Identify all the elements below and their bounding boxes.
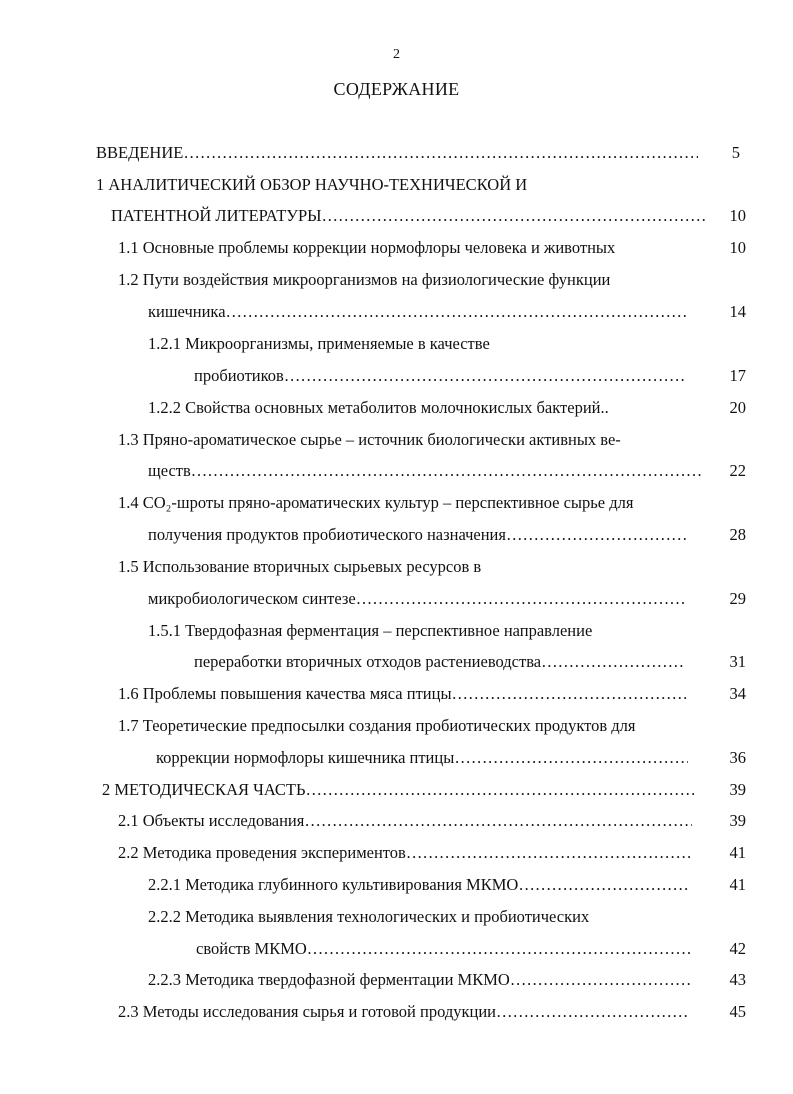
toc-entry bbox=[148, 300, 688, 324]
leader-dots bbox=[307, 937, 690, 961]
toc-entry-text: 2.2.1 Методика глубинного культивирования МКМО bbox=[148, 875, 519, 894]
toc-entry bbox=[118, 268, 710, 292]
toc-entry bbox=[194, 364, 686, 388]
toc-entry-text: 2.3 Методы исследования сырья и готовой продукции bbox=[118, 1002, 497, 1021]
toc-entry bbox=[148, 905, 708, 929]
toc-entry-page: 42 bbox=[729, 939, 746, 958]
toc-entry-text: 1.1 Основные проблемы коррекции нормофлоры человека и животных bbox=[118, 238, 616, 257]
toc-entry-page: 22 bbox=[729, 461, 746, 480]
toc-entry-text: 1.7 Теоретические предпосылки создания пробиотических продуктов для bbox=[118, 716, 636, 735]
toc-entry bbox=[196, 937, 690, 961]
toc-entry-text: 2.2.2 Методика выявления технологических и пробиотических bbox=[148, 907, 590, 926]
toc-entry-page: 41 bbox=[729, 843, 746, 862]
toc-entry bbox=[118, 428, 710, 452]
toc-entry bbox=[148, 523, 688, 547]
toc-entry-text: 2.2 Методика проведения экспериментов bbox=[118, 843, 406, 862]
toc-entry bbox=[96, 173, 716, 197]
toc-entry-text: пробиотиков bbox=[194, 366, 284, 385]
page-number: 2 bbox=[393, 47, 400, 62]
toc-entry-text: коррекции нормофлоры кишечника птицы bbox=[156, 748, 455, 767]
toc-entry bbox=[148, 619, 708, 643]
toc-entry-text: переработки вторичных отходов растениеводства bbox=[194, 652, 542, 671]
toc-entry bbox=[118, 809, 692, 833]
toc-entry bbox=[148, 587, 684, 611]
toc-entry bbox=[194, 650, 686, 674]
toc-entry-page: 39 bbox=[729, 780, 746, 799]
toc-entry-text: получения продуктов пробиотического назначения bbox=[148, 525, 506, 544]
toc-entry-text: 1.6 Проблемы повышения качества мяса птицы bbox=[118, 684, 452, 703]
toc-entry bbox=[148, 873, 690, 897]
leader-dots bbox=[510, 968, 690, 992]
toc-entry-text: ПАТЕНТНОЙ ЛИТЕРАТУРЫ bbox=[111, 206, 322, 225]
toc-entry-text: 2.1 Объекты исследования bbox=[118, 811, 305, 830]
leader-dots bbox=[226, 300, 688, 324]
toc-entry-page: 31 bbox=[729, 652, 746, 671]
toc-entry-text: 1.2.2 Свойства основных метаболитов молочнокислых бактерий.. bbox=[148, 398, 609, 417]
leader-dots bbox=[356, 587, 684, 611]
leader-dots bbox=[541, 650, 686, 674]
toc-entry-page: 10 bbox=[729, 238, 746, 257]
toc-entry-text: 2 МЕТОДИЧЕСКАЯ ЧАСТЬ bbox=[102, 780, 306, 799]
toc-entry-page: 20 bbox=[729, 398, 746, 417]
toc-entry bbox=[148, 396, 708, 420]
toc-entry-text: ществ bbox=[148, 461, 191, 480]
leader-dots bbox=[306, 778, 695, 802]
toc-entry-text: 1.5 Использование вторичных сырьевых ресурсов в bbox=[118, 557, 482, 576]
toc-entry-page: 17 bbox=[729, 366, 746, 385]
toc-entry-page: 41 bbox=[729, 875, 746, 894]
toc-entry-page: 29 bbox=[729, 589, 746, 608]
toc-entry-text: 1.2.1 Микроорганизмы, применяемые в качестве bbox=[148, 334, 490, 353]
leader-dots bbox=[406, 841, 692, 865]
toc-entry bbox=[148, 332, 708, 356]
leader-dots bbox=[322, 204, 707, 228]
toc-entry-page: 45 bbox=[729, 1002, 746, 1021]
toc-entry bbox=[148, 459, 702, 483]
toc-entry-page: 36 bbox=[729, 748, 746, 767]
leader-dots bbox=[304, 809, 692, 833]
toc-entry-text: 2.2.3 Методика твердофазной ферментации МКМО bbox=[148, 970, 510, 989]
toc-entry bbox=[118, 236, 710, 260]
toc-entry-page: 14 bbox=[729, 302, 746, 321]
leader-dots bbox=[452, 682, 686, 706]
toc-entry bbox=[96, 141, 698, 165]
toc-entry bbox=[111, 204, 707, 228]
toc-entry-page: 34 bbox=[729, 684, 746, 703]
toc-entry-page: 43 bbox=[729, 970, 746, 989]
leader-dots bbox=[191, 459, 702, 483]
toc-entry bbox=[118, 841, 692, 865]
toc-entry-text: свойств МКМО bbox=[196, 939, 307, 958]
toc-entry bbox=[118, 491, 712, 515]
toc-entry-text: ВВЕДЕНИЕ bbox=[96, 143, 184, 162]
toc-entry-text: 1.2 Пути воздействия микроорганизмов на физиологические функции bbox=[118, 270, 611, 289]
toc-entry-text: кишечника bbox=[148, 302, 226, 321]
leader-dots bbox=[454, 746, 688, 770]
leader-dots bbox=[496, 1000, 690, 1024]
toc-entry-page: 10 bbox=[729, 206, 746, 225]
toc-entry-text: 1.5.1 Твердофазная ферментация – перспективное направление bbox=[148, 621, 593, 640]
leader-dots bbox=[284, 364, 686, 388]
toc-entry bbox=[118, 1000, 690, 1024]
leader-dots bbox=[518, 873, 690, 897]
toc-entry-text: микробиологическом синтезе bbox=[148, 589, 356, 608]
toc-entry-text: 1 АНАЛИТИЧЕСКИЙ ОБЗОР НАУЧНО-ТЕХНИЧЕСКОЙ И bbox=[96, 175, 528, 194]
toc-entry bbox=[118, 682, 686, 706]
toc-entry bbox=[148, 968, 690, 992]
toc-entry bbox=[102, 778, 694, 802]
toc-entry bbox=[118, 555, 710, 579]
toc-entry-page: 5 bbox=[731, 143, 740, 162]
leader-dots bbox=[183, 141, 698, 165]
toc-entry bbox=[156, 746, 688, 770]
toc-entry-text: 1.4 CO₂-шроты пряно-ароматических культур – перспективное сырье для bbox=[118, 493, 634, 512]
leader-dots bbox=[506, 523, 688, 547]
toc-entry-page: 39 bbox=[729, 811, 746, 830]
page-title: СОДЕРЖАНИЕ bbox=[333, 79, 460, 99]
toc-entry-page: 28 bbox=[729, 525, 746, 544]
toc-entry-text: 1.3 Пряно-ароматическое сырье – источник биологически активных ве- bbox=[118, 430, 621, 449]
toc-entry bbox=[118, 714, 712, 738]
